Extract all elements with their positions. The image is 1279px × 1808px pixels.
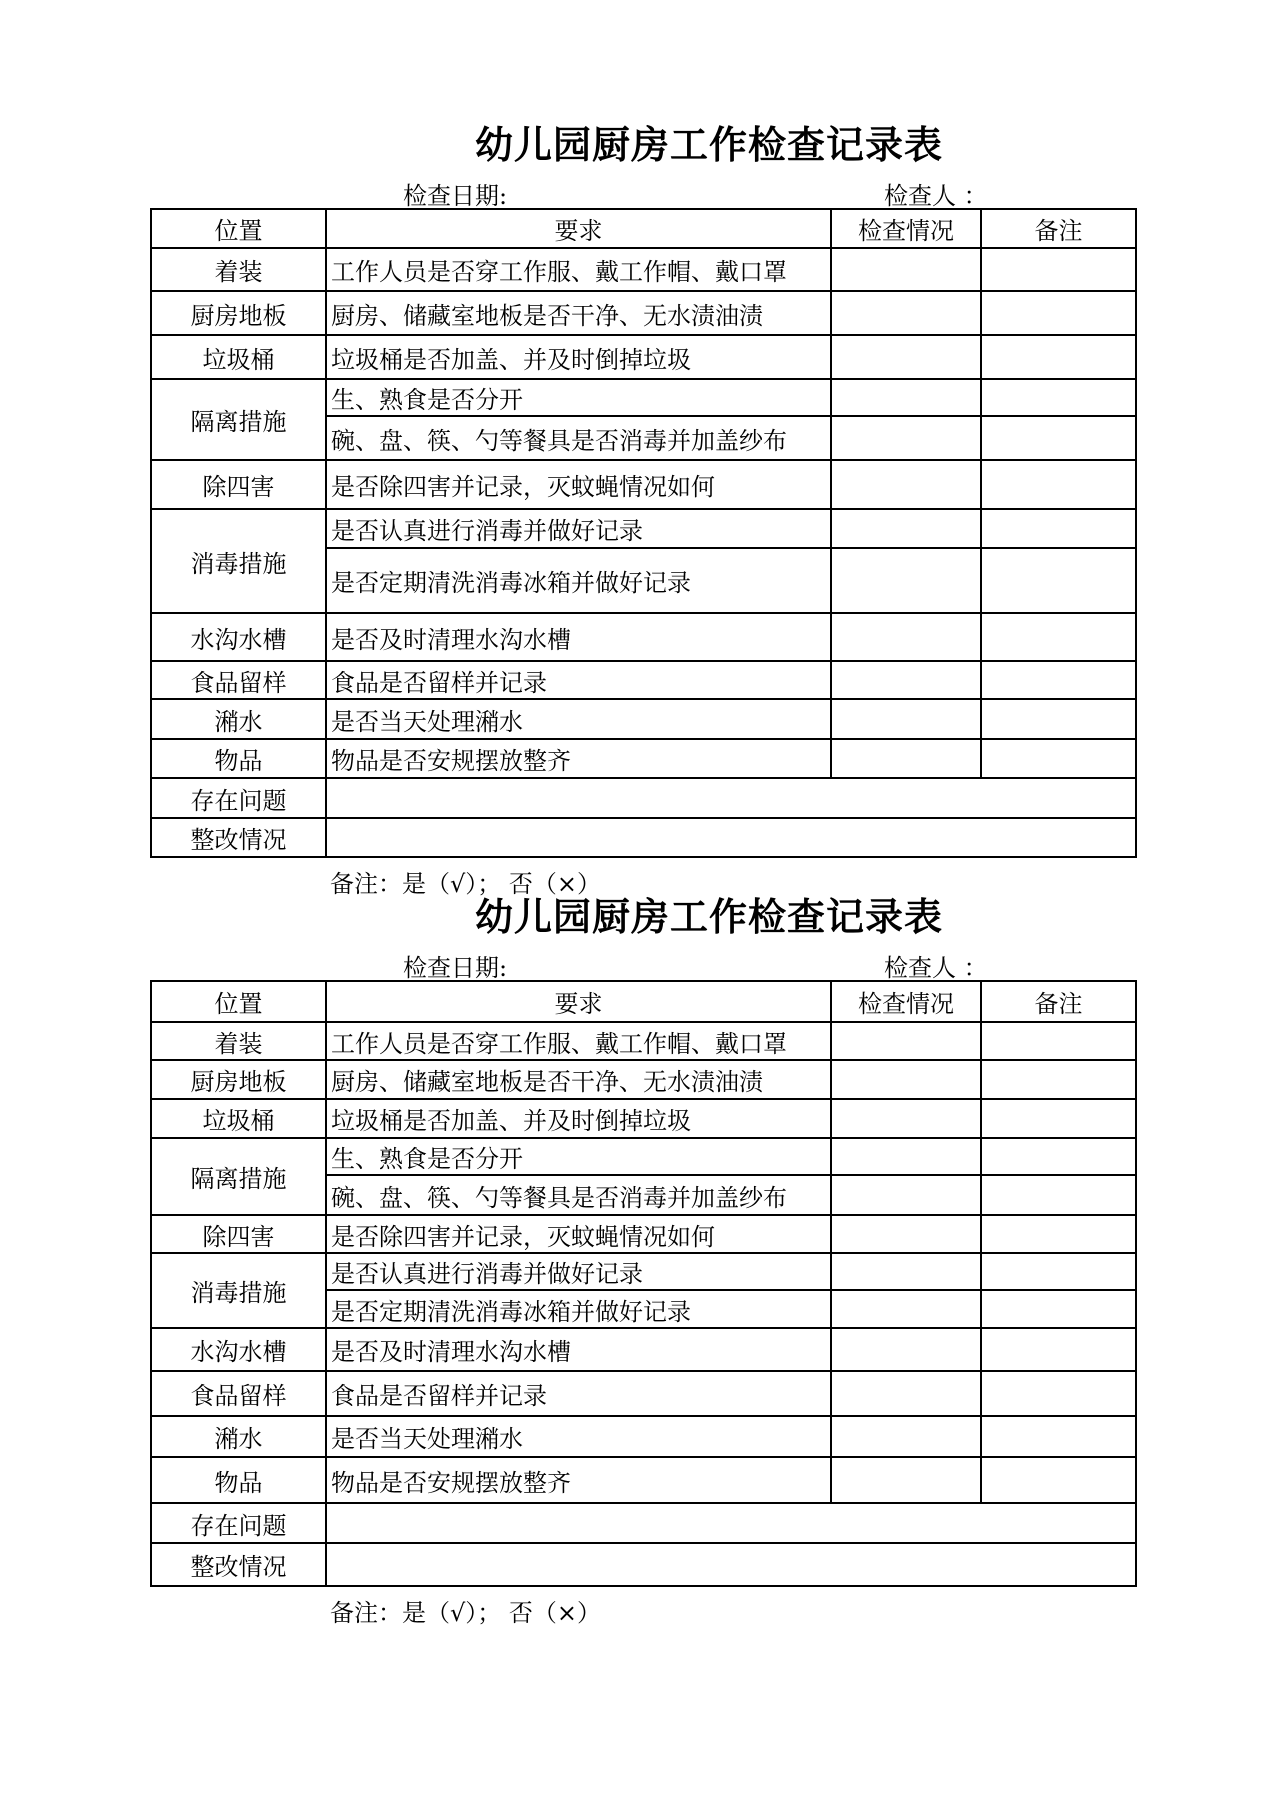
rectification-label: 整改情况 xyxy=(151,818,326,857)
inspection-table xyxy=(150,208,1137,858)
table-row xyxy=(151,248,1136,291)
status-cell[interactable] xyxy=(831,1175,981,1215)
status-cell[interactable] xyxy=(831,1328,981,1371)
remarks-cell[interactable] xyxy=(981,509,1136,548)
position-cell: 消毒措施 xyxy=(151,1253,326,1328)
status-cell[interactable] xyxy=(831,1416,981,1457)
position-cell: 食品留样 xyxy=(151,1371,326,1416)
position-cell: 厨房地板 xyxy=(151,291,326,335)
position-cell: 消毒措施 xyxy=(151,509,326,613)
header-requirement: 要求 xyxy=(326,981,831,1022)
problems-row xyxy=(151,1503,1136,1543)
requirement-cell: 是否定期清洗消毒冰箱并做好记录 xyxy=(326,548,831,613)
position-cell: 垃圾桶 xyxy=(151,1099,326,1138)
remarks-cell[interactable] xyxy=(981,1060,1136,1099)
table-row xyxy=(151,509,1136,548)
remarks-cell[interactable] xyxy=(981,1457,1136,1503)
status-cell[interactable] xyxy=(831,699,981,739)
remarks-cell[interactable] xyxy=(981,416,1136,460)
requirement-cell: 是否当天处理潲水 xyxy=(326,699,831,739)
requirement-cell: 是否及时清理水沟水槽 xyxy=(326,1328,831,1371)
footnote-text: 备注：是（√）； 否（×） xyxy=(330,870,602,898)
table-row xyxy=(151,1022,1136,1060)
remarks-cell[interactable] xyxy=(981,1175,1136,1215)
remarks-cell[interactable] xyxy=(981,1328,1136,1371)
problems-row xyxy=(151,778,1136,818)
remarks-cell[interactable] xyxy=(981,699,1136,739)
footnote xyxy=(150,1587,1135,1627)
position-cell: 隔离措施 xyxy=(151,379,326,460)
rectification-label: 整改情况 xyxy=(151,1543,326,1586)
table-row xyxy=(151,1099,1136,1138)
table-row xyxy=(151,1457,1136,1503)
remarks-cell[interactable] xyxy=(981,1138,1136,1175)
status-cell[interactable] xyxy=(831,460,981,509)
remarks-cell[interactable] xyxy=(981,460,1136,509)
table-row xyxy=(151,379,1136,416)
table-row xyxy=(151,613,1136,661)
header-position: 位置 xyxy=(151,209,326,248)
remarks-cell[interactable] xyxy=(981,248,1136,291)
header-requirement: 要求 xyxy=(326,209,831,248)
status-cell[interactable] xyxy=(831,548,981,613)
inspection-form-1 xyxy=(150,118,1135,898)
position-cell: 水沟水槽 xyxy=(151,613,326,661)
requirement-cell: 厨房、储藏室地板是否干净、无水渍油渍 xyxy=(326,1060,831,1099)
status-cell[interactable] xyxy=(831,1138,981,1175)
header-status: 检查情况 xyxy=(831,981,981,1022)
remarks-cell[interactable] xyxy=(981,1215,1136,1253)
header-remarks: 备注 xyxy=(981,209,1136,248)
status-cell[interactable] xyxy=(831,739,981,778)
status-cell[interactable] xyxy=(831,335,981,379)
status-cell[interactable] xyxy=(831,1290,981,1328)
status-cell[interactable] xyxy=(831,1253,981,1290)
requirement-cell: 垃圾桶是否加盖、并及时倒掉垃圾 xyxy=(326,1099,831,1138)
table-row xyxy=(151,1138,1136,1175)
position-cell: 潲水 xyxy=(151,699,326,739)
position-cell: 食品留样 xyxy=(151,661,326,699)
requirement-cell: 食品是否留样并记录 xyxy=(326,661,831,699)
status-cell[interactable] xyxy=(831,1457,981,1503)
status-cell[interactable] xyxy=(831,661,981,699)
requirement-cell: 是否定期清洗消毒冰箱并做好记录 xyxy=(326,1290,831,1328)
inspector-label: 检查人 ： xyxy=(884,182,988,210)
table-row xyxy=(151,1253,1136,1290)
problems-cell[interactable] xyxy=(326,1503,1136,1543)
requirement-cell: 物品是否安规摆放整齐 xyxy=(326,1457,831,1503)
inspection-form-2 xyxy=(150,890,1135,1627)
status-cell[interactable] xyxy=(831,1022,981,1060)
remarks-cell[interactable] xyxy=(981,1371,1136,1416)
requirement-cell: 垃圾桶是否加盖、并及时倒掉垃圾 xyxy=(326,335,831,379)
requirement-cell: 生、熟食是否分开 xyxy=(326,379,831,416)
status-cell[interactable] xyxy=(831,1371,981,1416)
status-cell[interactable] xyxy=(831,613,981,661)
position-cell: 隔离措施 xyxy=(151,1138,326,1215)
position-cell: 物品 xyxy=(151,1457,326,1503)
remarks-cell[interactable] xyxy=(981,661,1136,699)
date-label: 检查日期: xyxy=(403,954,508,982)
requirement-cell: 是否认真进行消毒并做好记录 xyxy=(326,1253,831,1290)
position-cell: 垃圾桶 xyxy=(151,335,326,379)
status-cell[interactable] xyxy=(831,1099,981,1138)
footnote-text: 备注：是（√）； 否（×） xyxy=(330,1599,602,1627)
status-cell[interactable] xyxy=(831,1215,981,1253)
remarks-cell[interactable] xyxy=(981,1022,1136,1060)
table-row xyxy=(151,460,1136,509)
requirement-cell: 工作人员是否穿工作服、戴工作帽、戴口罩 xyxy=(326,1022,831,1060)
position-cell: 除四害 xyxy=(151,460,326,509)
remarks-cell[interactable] xyxy=(981,291,1136,335)
rectification-cell[interactable] xyxy=(326,818,1136,857)
problems-label: 存在问题 xyxy=(151,1503,326,1543)
position-cell: 着装 xyxy=(151,248,326,291)
rectification-cell[interactable] xyxy=(326,1543,1136,1586)
position-cell: 着装 xyxy=(151,1022,326,1060)
table-row xyxy=(151,661,1136,699)
status-cell[interactable] xyxy=(831,1060,981,1099)
position-cell: 除四害 xyxy=(151,1215,326,1253)
remarks-cell[interactable] xyxy=(981,613,1136,661)
header-row xyxy=(151,981,1136,1022)
form-meta xyxy=(150,944,1135,980)
remarks-cell[interactable] xyxy=(981,548,1136,613)
requirement-cell: 工作人员是否穿工作服、戴工作帽、戴口罩 xyxy=(326,248,831,291)
remarks-cell[interactable] xyxy=(981,379,1136,416)
requirement-cell: 碗、盘、筷、勺等餐具是否消毒并加盖纱布 xyxy=(326,416,831,460)
position-cell: 水沟水槽 xyxy=(151,1328,326,1371)
table-row xyxy=(151,699,1136,739)
remarks-cell[interactable] xyxy=(981,335,1136,379)
status-cell[interactable] xyxy=(831,416,981,460)
remarks-cell[interactable] xyxy=(981,739,1136,778)
status-cell[interactable] xyxy=(831,379,981,416)
table-row xyxy=(151,291,1136,335)
table-row xyxy=(151,335,1136,379)
requirement-cell: 是否认真进行消毒并做好记录 xyxy=(326,509,831,548)
rectification-row xyxy=(151,818,1136,857)
table-row xyxy=(151,1060,1136,1099)
position-cell: 潲水 xyxy=(151,1416,326,1457)
header-row xyxy=(151,209,1136,248)
requirement-cell: 是否除四害并记录，灭蚊蝇情况如何 xyxy=(326,460,831,509)
position-cell: 厨房地板 xyxy=(151,1060,326,1099)
requirement-cell: 食品是否留样并记录 xyxy=(326,1371,831,1416)
problems-label: 存在问题 xyxy=(151,778,326,818)
status-cell[interactable] xyxy=(831,248,981,291)
position-cell: 物品 xyxy=(151,739,326,778)
status-cell[interactable] xyxy=(831,509,981,548)
requirement-cell: 物品是否安规摆放整齐 xyxy=(326,739,831,778)
status-cell[interactable] xyxy=(831,291,981,335)
header-remarks: 备注 xyxy=(981,981,1136,1022)
table-row xyxy=(151,1371,1136,1416)
remarks-cell[interactable] xyxy=(981,1099,1136,1138)
requirement-cell: 是否当天处理潲水 xyxy=(326,1416,831,1457)
requirement-cell: 是否及时清理水沟水槽 xyxy=(326,613,831,661)
form-title: 幼儿园厨房工作检查记录表 xyxy=(475,894,944,939)
requirement-cell: 生、熟食是否分开 xyxy=(326,1138,831,1175)
remarks-cell[interactable] xyxy=(981,1253,1136,1290)
remarks-cell[interactable] xyxy=(981,1290,1136,1328)
requirement-cell: 碗、盘、筷、勺等餐具是否消毒并加盖纱布 xyxy=(326,1175,831,1215)
problems-cell[interactable] xyxy=(326,778,1136,818)
form-title: 幼儿园厨房工作检查记录表 xyxy=(475,122,944,167)
requirement-cell: 是否除四害并记录，灭蚊蝇情况如何 xyxy=(326,1215,831,1253)
table-row xyxy=(151,1328,1136,1371)
header-status: 检查情况 xyxy=(831,209,981,248)
inspection-table xyxy=(150,980,1137,1587)
table-row xyxy=(151,1215,1136,1253)
requirement-cell: 厨房、储藏室地板是否干净、无水渍油渍 xyxy=(326,291,831,335)
date-label: 检查日期: xyxy=(403,182,508,210)
table-row xyxy=(151,739,1136,778)
rectification-row xyxy=(151,1543,1136,1586)
header-position: 位置 xyxy=(151,981,326,1022)
form-meta xyxy=(150,172,1135,208)
remarks-cell[interactable] xyxy=(981,1416,1136,1457)
table-row xyxy=(151,1416,1136,1457)
inspector-label: 检查人 ： xyxy=(884,954,988,982)
